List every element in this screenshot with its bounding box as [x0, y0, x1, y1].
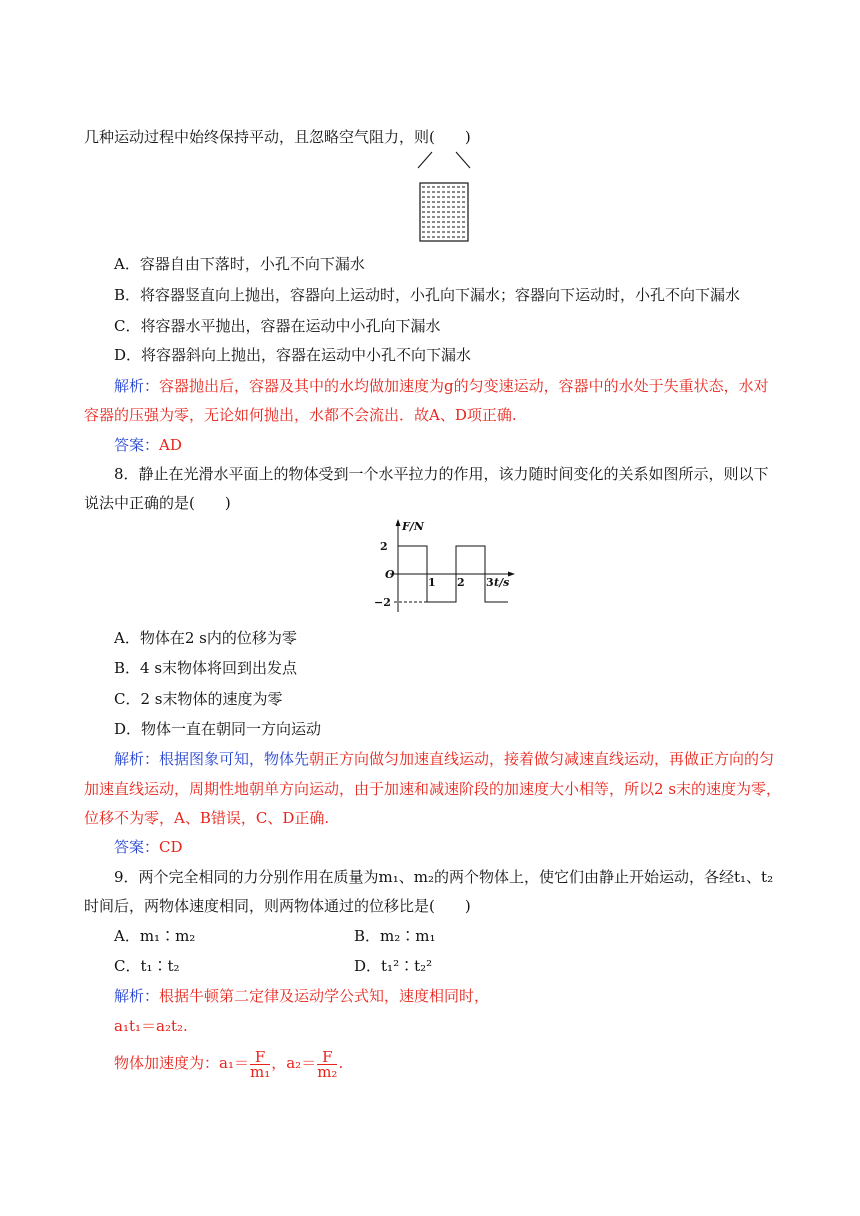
fraction-f-over-m1: $\frac{F}{\text{m₁}}$: [249, 1047, 271, 1081]
q7-analysis-line2: 容器的压强为零，无论如何抛出，水都不会流出．故A、D项正确.: [84, 406, 517, 424]
q7-container-figure: [414, 150, 474, 246]
q9-acceleration: 物体加速度为：a₁＝ $\frac{F}{\text{m₁}}$ ，a₂＝ $\frac{F}{\text{m₂}}$ .: [114, 1047, 344, 1081]
q9-stem-line2: 时间后，两物体速度相同，则两物体通过的位移比是( ): [84, 897, 471, 915]
fraction-f-over-m2: $\frac{F}{\text{m₂}}$: [317, 1047, 338, 1081]
q8-stem-line1: 8．静止在光滑水平面上的物体受到一个水平拉力的作用，该力随时间变化的关系如图所示，则以下: [114, 465, 769, 483]
q9-option-c: C．t₁∶t₂: [114, 957, 180, 975]
q9-equation: a₁t₁＝a₂t₂.: [114, 1017, 188, 1035]
q7-option-c: C．将容器水平抛出，容器在运动中小孔向下漏水: [114, 317, 441, 335]
q9-option-b: B．m₂∶m₁: [354, 927, 436, 945]
q7-option-b: B．将容器竖直向上抛出，容器向上运动时，小孔向下漏水；容器向下运动时，小孔不向下漏水: [114, 286, 741, 304]
q7-analysis-line1: 解析：容器抛出后，容器及其中的水均做加速度为g的匀变速运动，容器中的水处于失重状态，水对: [114, 377, 769, 395]
q8-analysis-line2: 加速直线运动，周期性地朝单方向运动，由于加速和减速阶段的加速度大小相等，所以2 s末的速度为零，: [84, 780, 782, 798]
q8-option-c: C．2 s末物体的速度为零: [114, 690, 283, 708]
q9-stem-line1: 9．两个完全相同的力分别作用在质量为m₁、m₂的两个物体上，使它们由静止开始运动，各经t₁、t₂: [114, 868, 774, 886]
q8-option-a: A．物体在2 s内的位移为零: [114, 629, 297, 647]
q7-answer: 答案：AD: [114, 436, 182, 454]
x-axis-label: t/s: [494, 576, 510, 589]
x-tick-3: 3: [486, 576, 494, 589]
q9-analysis-line1: 解析：根据牛顿第二定律及运动学公式知，速度相同时，: [114, 987, 490, 1005]
q8-answer: 答案：CD: [114, 838, 183, 856]
q8-option-d: D．物体一直在朝同一方向运动: [114, 720, 322, 738]
y-axis-label: F/N: [402, 520, 424, 533]
y-tick-2: 2: [380, 540, 388, 553]
q7-intro: 几种运动过程中始终保持平动，且忽略空气阻力，则( ): [84, 128, 471, 146]
q8-analysis-line3: 位移不为零，A、B错误，C、D正确.: [84, 809, 330, 827]
analysis-label: 解析：: [114, 377, 160, 395]
x-tick-1: 1: [428, 576, 436, 589]
q9-option-a: A．m₁∶m₂: [114, 927, 196, 945]
q8-force-time-graph: [366, 516, 516, 616]
origin-label: O: [385, 568, 395, 581]
x-tick-2: 2: [457, 576, 465, 589]
y-tick-neg2: −2: [374, 596, 391, 609]
q8-analysis-line1: 解析：根据图象可知，物体先朝正方向做匀加速直线运动，接着做匀减速直线运动，再做正方向的匀: [114, 750, 775, 768]
q8-option-b: B．4 s末物体将回到出发点: [114, 659, 298, 677]
y-axis-arrow: [396, 519, 401, 526]
q7-option-d: D．将容器斜向上抛出，容器在运动中小孔不向下漏水: [114, 346, 472, 364]
q8-stem-line2: 说法中正确的是( ): [84, 494, 231, 512]
q9-option-d: D．t₁²∶t₂²: [354, 957, 433, 975]
q7-option-a: A．容器自由下落时，小孔不向下漏水: [114, 255, 365, 273]
